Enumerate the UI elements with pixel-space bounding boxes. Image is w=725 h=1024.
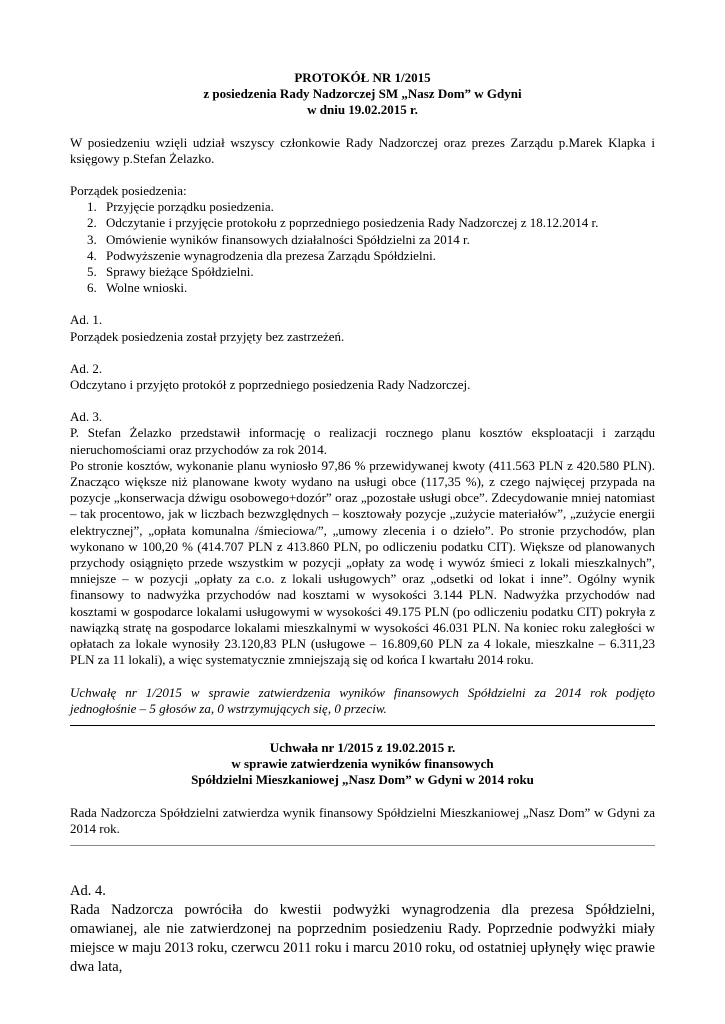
- protocol-title: PROTOKÓŁ NR 1/2015: [294, 70, 431, 85]
- ad3-paragraph-2: Po stronie kosztów, wykonanie planu wyniosło 97,86 % przewidywanej kwoty (411.563 PLN z 420.580 PLN). Znacząco większe niż planowane kwoty wydano na usługi obce (117,35 %), z czego najwięcej przypada na pozycje „konserwacja dźwigu osobowego+dozór” oraz „pozostałe usługi obce”. Zdecydowanie mniej natomiast – tak procentowo, jak w liczbach bezwzględnych – kosztowały pozycje „zużycie materiałów”, „zużycie energii elektrycznej”, „opłata komunalna /śmieciowa/”, „umowy zlecenia i o dzieło”. Po stronie przychodów, plan wykonano w 100,20 % (414.707 PLN z 413.860 PLN, po odliczeniu podatku CIT). Większe od planowanych przychody osiągnięto przede wszystkim w pozycji „opłaty za wodę i wywóz śmieci z lokali mieszkalnych”, mniejsze – w pozycji „opłaty za c.o. z lokali usługowych” oraz „odsetki od lokat i inne”. Ogólny wynik finansowy to nadwyżka przychodów nad kosztami w wysokości 3.144 PLN. Nadwyżka przychodów nad kosztami w gospodarce lokalami usługowymi w wysokości 49.175 PLN (po odliczeniu podatku CIT) pokryła z nawiązką stratę na gospodarce lokalami mieszkalnymi w wysokości 46.031 PLN. Na koniec roku zaległości w opłatach za lokale wynosiły 23.120,83 PLN (usługowe – 16.809,60 PLN za 4 lokale, mieszkalne – 6.311,23 PLN za 11 lokali), a więc systematycznie zmniejszają się od końca I kwartału 2014 roku.: [70, 457, 655, 668]
- resolution-title: Uchwała nr 1/2015 z 19.02.2015 r.: [269, 739, 456, 755]
- agenda-item: 3. Omówienie wyników finansowych działalności Spółdzielni za 2014 r.: [100, 232, 655, 248]
- resolution-subject: w sprawie zatwierdzenia wyników finansowych: [231, 756, 494, 772]
- agenda-item: 4. Podwyższenie wynagrodzenia dla prezesa Zarządu Spółdzielni.: [100, 248, 655, 264]
- protocol-date: w dniu 19.02.2015 r.: [307, 102, 418, 118]
- agenda-list: [70, 199, 655, 296]
- ad3-paragraph-1: P. Stefan Żelazko przedstawił informację o realizacji rocznego planu kosztów eksploatacji i zarządu nieruchomościami oraz przychodów za rok 2014.: [70, 425, 655, 457]
- agenda-title: Porządek posiedzenia:: [70, 183, 187, 199]
- ad4-text: Rada Nadzorcza powróciła do kwestii podwyżki wynagrodzenia dla prezesa Spółdzielni, omawianej, ale nie zatwierdzonej na poprzednim posiedzeniu Rady. Poprzednie podwyżki miały miejsce w maju 2013 roku, czerwcu 2011 roku i marcu 2010 roku, od ostatniej upłynęły więc prawie dwa lata,: [70, 901, 655, 975]
- agenda-item: 2. Odczytanie i przyjęcie protokołu z poprzedniego posiedzenia Rady Nadzorczej z 18.12.2014 r.: [100, 215, 655, 231]
- protocol-subtitle: z posiedzenia Rady Nadzorczej SM „Nasz Dom” w Gdyni: [203, 86, 522, 102]
- resolution-header: [70, 740, 655, 789]
- resolution-vote-note: Uchwałę nr 1/2015 w sprawie zatwierdzenia wyników finansowych Spółdzielni za 2014 rok podjęto jednogłośnie – 5 głosów za, 0 wstrzymujących się, 0 przeciw.: [70, 684, 655, 716]
- intro-paragraph: W posiedzeniu wzięli udział wszyscy członkowie Rady Nadzorczej oraz prezes Zarządu p.Marek Klapka i księgowy p.Stefan Żelazko.: [70, 134, 655, 166]
- document-page: [70, 70, 655, 977]
- ad2-text: Odczytano i przyjęto protokół z poprzedniego posiedzenia Rady Nadzorczej.: [70, 377, 471, 393]
- resolution-entity: Spółdzielni Mieszkaniowej „Nasz Dom” w Gdyni w 2014 roku: [191, 772, 534, 788]
- ad4-label: Ad. 4.: [70, 882, 106, 899]
- agenda-item: 1. Przyjęcie porządku posiedzenia.: [100, 199, 655, 215]
- agenda-item: 6. Wolne wnioski.: [100, 280, 655, 296]
- agenda-item: 5. Sprawy bieżące Spółdzielni.: [100, 264, 655, 280]
- ad1-label: Ad. 1.: [70, 312, 103, 328]
- ad3-label: Ad. 3.: [70, 409, 103, 425]
- resolution-text: Rada Nadzorcza Spółdzielni zatwierdza wynik finansowy Spółdzielni Mieszkaniowej „Nasz Dom” w Gdyni za 2014 rok.: [70, 804, 655, 836]
- protocol-header: [70, 70, 655, 119]
- ad2-label: Ad. 2.: [70, 360, 103, 376]
- ad1-text: Porządek posiedzenia został przyjęty bez zastrzeżeń.: [70, 328, 345, 344]
